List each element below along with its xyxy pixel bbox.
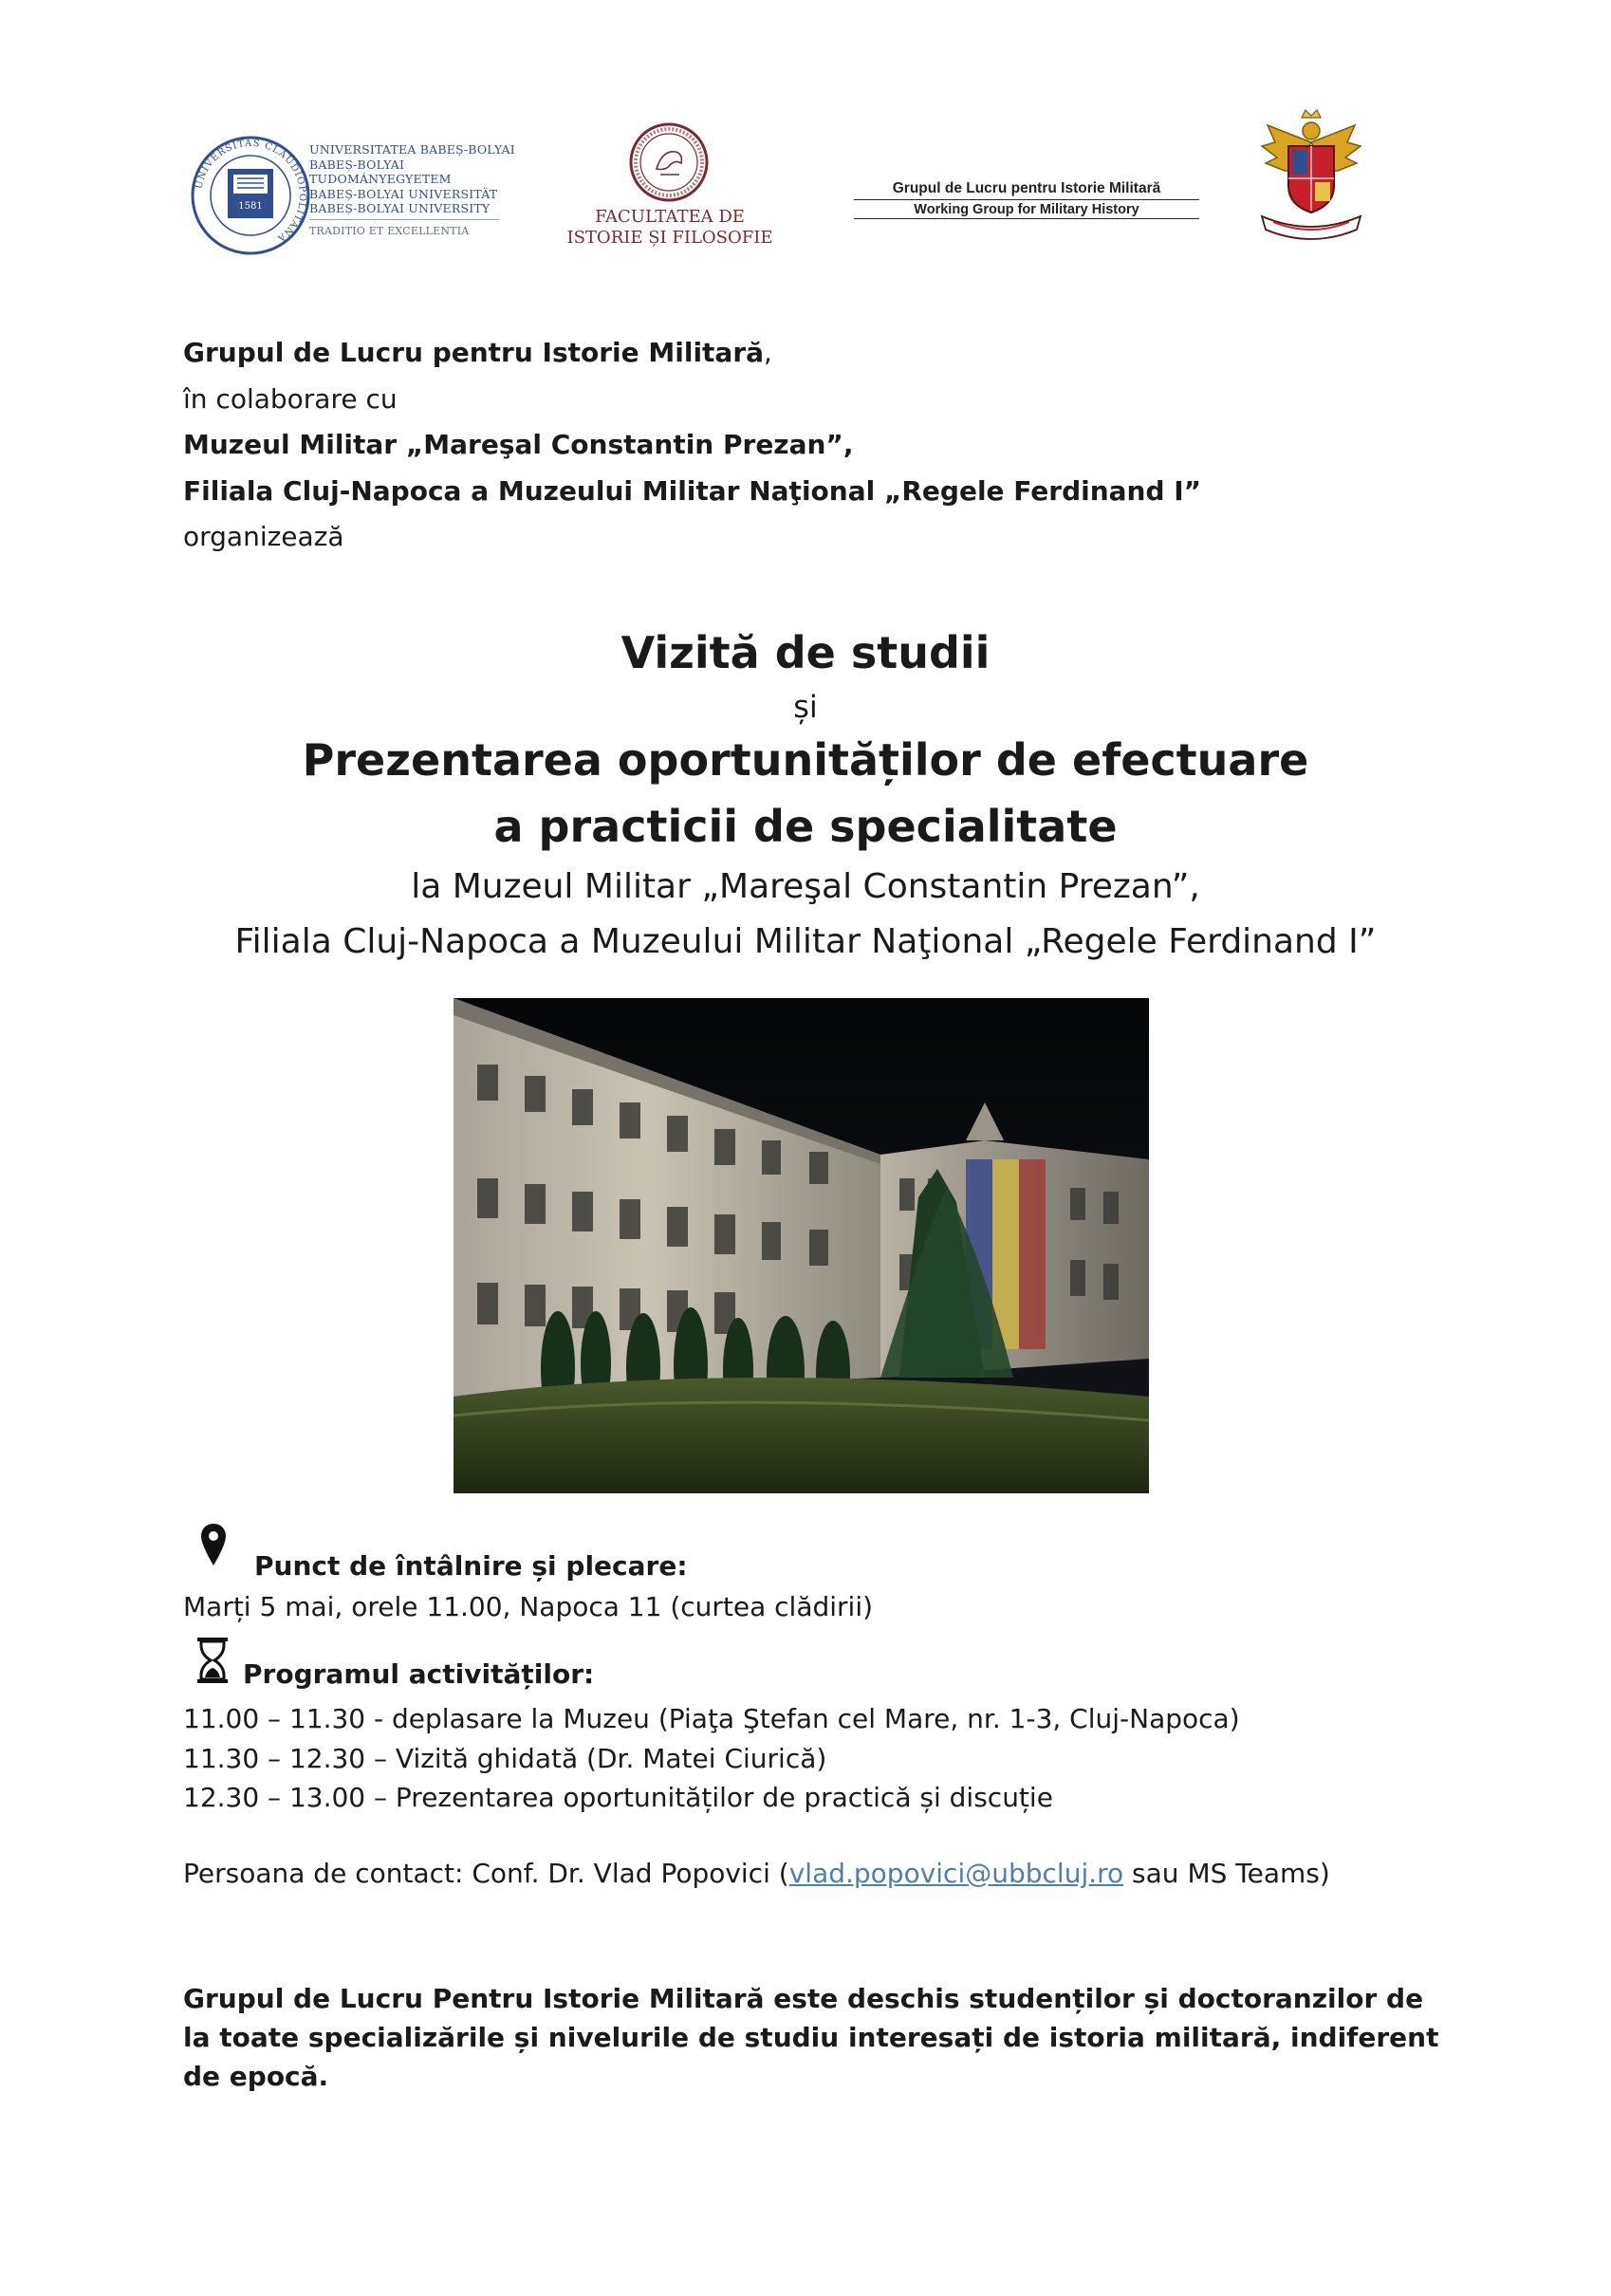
event-subtitle-line1: Prezentarea oportunităților de efectuare <box>302 734 1309 786</box>
faculty-seal-logo <box>628 121 710 203</box>
ubb-seal-text: UNIVERSITAS CLAUDIOPOLITANA <box>194 138 308 244</box>
program-item: 11.00 – 11.30 - deplasare la Muzeu (Piaţa Ştefan cel Mare, nr. 1-3, Cluj-Napoca) <box>183 1703 1240 1734</box>
faculty-line2: ISTORIE ȘI FILOSOFIE <box>566 228 773 248</box>
contact-prefix: Persoana de contact: Conf. Dr. Vlad Popovici ( <box>183 1858 789 1889</box>
meeting-heading: Punct de întâlnire și plecare: <box>254 1550 688 1582</box>
note-line1: Grupul de Lucru Pentru Istorie Militară este deschis studenților și doctoranzilor de <box>183 1983 1424 2014</box>
note-line3: de epocă. <box>183 2061 329 2092</box>
working-group-logo <box>854 180 1199 219</box>
contact-email-link[interactable]: vlad.popovici@ubbcluj.ro <box>788 1858 1124 1889</box>
event-title-conjunction: și <box>793 689 818 725</box>
program-item: 11.30 – 12.30 – Vizită ghidată (Dr. Matei Ciurică) <box>183 1742 827 1774</box>
group-open-note <box>183 1979 1445 2096</box>
working-group-name-ro: Grupul de Lucru pentru Istorie Militară <box>854 180 1199 200</box>
meeting-details: Marți 5 mai, orele 11.00, Napoca 11 (curtea clădirii) <box>183 1591 874 1622</box>
event-location-line1: la Muzeul Militar „Mareşal Constantin Prezan”, <box>411 867 1200 906</box>
note-line2: la toate specializările și nivelurile de studiu interesați de istoria militară, indiferent <box>183 2022 1439 2053</box>
event-subtitle-line2: a practicii de specialitate <box>493 801 1118 852</box>
working-group-name-en: Working Group for Military History <box>854 200 1199 219</box>
ubb-name-ro: UNIVERSITATEA BABEȘ-BOLYAI <box>309 142 515 157</box>
program-heading: Programul activităților: <box>243 1658 595 1690</box>
organizer-name: Grupul de Lucru pentru Istorie Militară <box>183 337 765 368</box>
military-museum-crest-icon <box>1250 104 1372 247</box>
event-title-block <box>95 619 1516 970</box>
ubb-seal-logo <box>190 135 311 256</box>
ubb-name-de: BABEȘ-BOLYAI UNIVERSITÄT <box>309 186 498 201</box>
intro-line-museum: Muzeul Militar „Mareşal Constantin Prezan”, <box>183 429 854 460</box>
faculty-line1: FACULTATEA DE <box>595 207 745 227</box>
ubb-seal-year: 1581 <box>238 201 263 212</box>
contact-suffix: sau MS Teams) <box>1123 1858 1330 1889</box>
museum-building-photo <box>454 998 1149 1493</box>
program-list <box>183 1699 1240 1818</box>
intro-line-branch: Filiala Cluj-Napoca a Muzeului Militar Naţional „Regele Ferdinand I” <box>183 474 1202 507</box>
event-location-line2: Filiala Cluj-Napoca a Muzeului Militar Naţional „Regele Ferdinand I” <box>234 922 1377 961</box>
intro-block <box>183 330 1417 561</box>
ubb-name-hu: BABEȘ-BOLYAI TUDOMÁNYEGYETEM <box>309 157 452 186</box>
contact-line <box>183 1858 1330 1889</box>
intro-line-organizer <box>183 330 1417 377</box>
ubb-divider <box>309 219 499 220</box>
organizer-comma: , <box>764 337 772 368</box>
event-title: Vizită de studii <box>620 627 991 678</box>
ubb-motto: TRADITIO ET EXCELLENTIA <box>309 224 470 237</box>
ubb-wordmark <box>309 142 518 238</box>
ubb-name-en: BABEȘ-BOLYAI UNIVERSITY <box>309 201 491 215</box>
intro-line-organizes: organizează <box>183 521 344 552</box>
faculty-wordmark <box>550 207 789 249</box>
intro-line-collab: în colaborare cu <box>183 382 398 415</box>
program-item: 12.30 – 13.00 – Prezentarea oportunităților de practică și discuție <box>183 1782 1053 1813</box>
location-pin-icon <box>199 1522 228 1569</box>
hourglass-icon <box>194 1636 231 1685</box>
